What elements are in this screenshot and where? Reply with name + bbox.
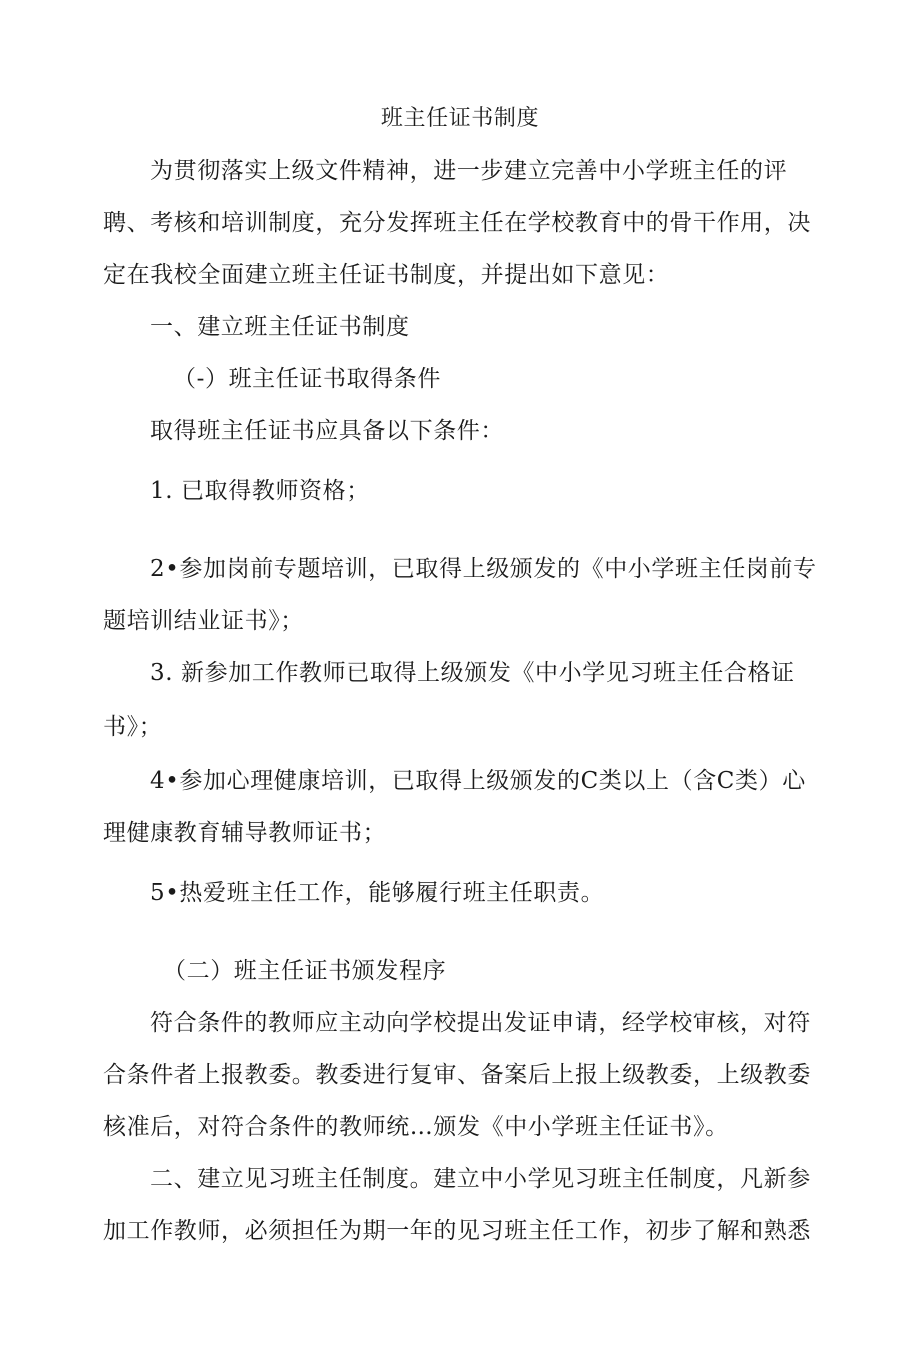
conditions-intro: 取得班主任证书应具备以下条件：: [150, 418, 504, 444]
condition-2-line-1: 2•参加岗前专题培训，已取得上级颁发的《中小学班主任岗前专: [150, 556, 817, 582]
condition-2-line-2: 题培训结业证书》；: [103, 608, 304, 634]
document-title: 班主任证书制度: [380, 106, 540, 131]
condition-5: 5•热爱班主任工作，能够履行班主任职责。: [150, 880, 605, 906]
sub2-heading: （二）班主任证书颁发程序: [163, 958, 447, 984]
section2-line-1: 二、建立见习班主任制度。建立中小学见习班主任制度，凡新参: [150, 1166, 811, 1192]
procedure-line-3: 核准后，对符合条件的教师统…颁发《中小学班主任证书》。: [103, 1114, 729, 1140]
procedure-line-1: 符合条件的教师应主动向学校提出发证申请，经学校审核，对符: [150, 1010, 811, 1036]
section1-heading: 一、建立班主任证书制度: [150, 314, 410, 340]
section2-line-2: 加工作教师，必须担任为期一年的见习班主任工作，初步了解和熟悉: [103, 1218, 811, 1244]
condition-4-line-2: 理健康教育辅导教师证书；: [103, 820, 387, 846]
procedure-line-2: 合条件者上报教委。教委进行复审、备案后上报上级教委，上级教委: [103, 1062, 811, 1088]
condition-1: 1. 已取得教师资格；: [150, 478, 370, 504]
intro-line-3: 定在我校全面建立班主任证书制度，并提出如下意见：: [103, 262, 670, 288]
condition-4-line-1: 4•参加心理健康培训，已取得上级颁发的C类以上（含C类）心: [150, 768, 806, 794]
intro-line-1: 为贯彻落实上级文件精神，进一步建立完善中小学班主任的评: [150, 158, 788, 184]
intro-line-2: 聘、考核和培训制度，充分发挥班主任在学校教育中的骨干作用，决: [103, 210, 811, 236]
condition-3-line-1: 3. 新参加工作教师已取得上级颁发《中小学见习班主任合格证: [150, 660, 795, 686]
sub1-heading: （-）班主任证书取得条件: [173, 366, 441, 392]
condition-3-line-2: 书》；: [103, 714, 163, 740]
